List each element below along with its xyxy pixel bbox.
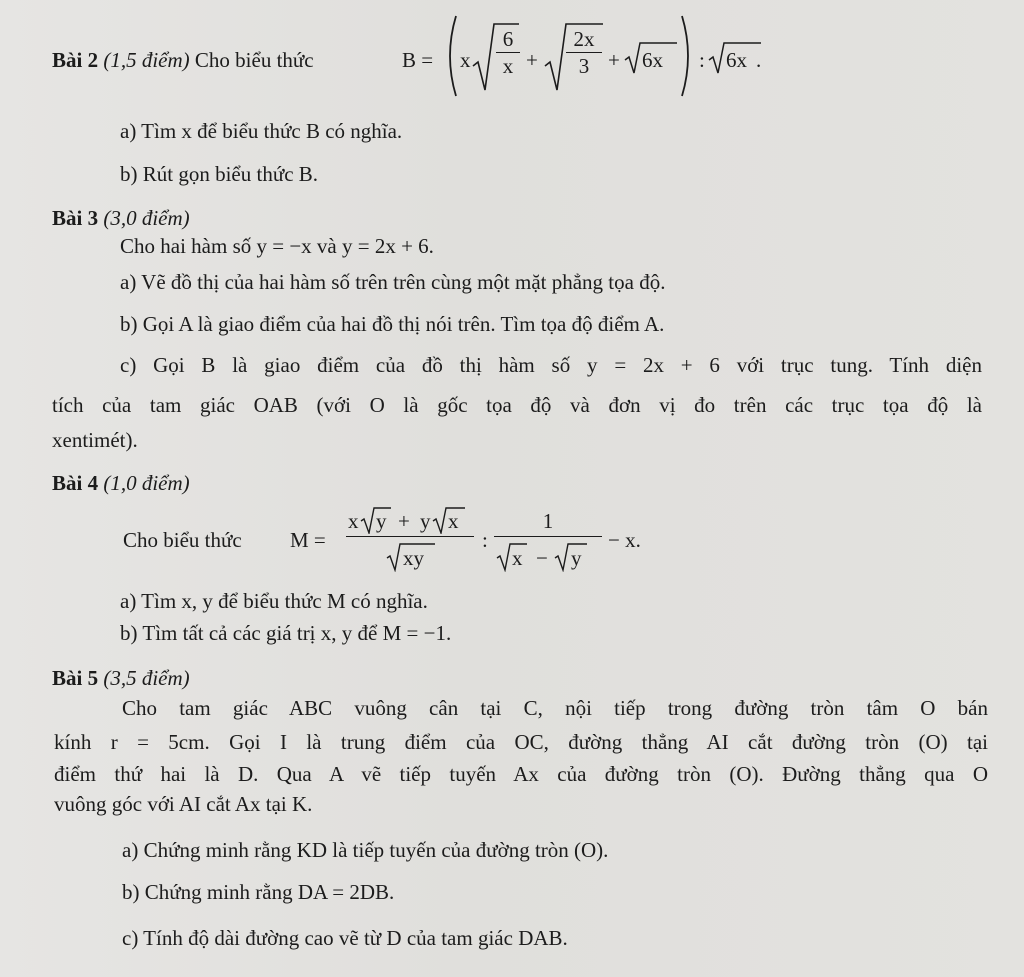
bai3-c-line1: c) Gọi B là giao điểm của đồ thị hàm số y = 2x + 6 với trục tung. Tính diện — [120, 353, 982, 377]
m-den2-minus: − — [536, 546, 548, 570]
bai5-p2: kính r = 5cm. Gọi I là trung điểm của OC, đường thẳng AI cắt đường tròn (O) tại — [54, 730, 988, 754]
bai5-points: (3,5 điểm) — [103, 666, 190, 690]
bai3-b: b) Gọi A là giao điểm của hai đồ thị nói trên. Tìm tọa độ điểm A. — [120, 312, 665, 336]
m-num-x: x — [348, 509, 359, 533]
bai3-c-line2: tích của tam giác OAB (với O là gốc tọa độ và đơn vị đo trên các trục tọa độ là — [52, 393, 982, 417]
bai5-heading: Bài 5 — [52, 666, 99, 690]
bai5-p1: Cho tam giác ABC vuông cân tại C, nội tiếp trong đường tròn tâm O bán — [122, 696, 988, 720]
bai2-b: b) Rút gọn biểu thức B. — [120, 162, 319, 186]
sqrt4-rad: 6x — [726, 48, 747, 72]
bai4-heading-line — [52, 470, 190, 496]
m-tail: − x. — [608, 528, 641, 552]
bai2-a: a) Tìm x để biểu thức B có nghĩa. — [120, 119, 403, 143]
bai2-heading: Bài 2 — [52, 48, 99, 72]
m-div: : — [482, 528, 488, 552]
left-paren-icon — [442, 14, 460, 98]
m-num-x-rad: x — [448, 509, 459, 533]
bai4-b: b) Tìm tất cả các giá trị x, y để M = −1. — [120, 621, 452, 645]
m-frac1-den — [346, 540, 474, 574]
m-num-y: y — [420, 509, 431, 533]
bai2-points: (1,5 điểm) — [103, 48, 190, 72]
frac2-den: 3 — [578, 54, 590, 78]
frac1-num: 6 — [496, 26, 520, 53]
bai2-intro: Cho biểu thức — [194, 48, 314, 72]
m-den-rad: xy — [403, 546, 424, 570]
bai3-intro: Cho hai hàm số y = −x và y = 2x + 6. — [120, 234, 434, 258]
formula-b-end: . — [756, 48, 762, 72]
bai3-a: a) Vẽ đồ thị của hai hàm số trên trên cùng một mặt phẳng tọa độ. — [120, 270, 666, 294]
bai3-c-line3: xentimét). — [52, 428, 138, 452]
bai3-heading: Bài 3 — [52, 206, 99, 230]
plus1: + — [526, 48, 538, 72]
formula-b-x: x — [460, 48, 471, 72]
m-den2-a: x — [512, 546, 523, 570]
m-den2-b: y — [571, 546, 582, 570]
m-frac1-num — [346, 504, 474, 537]
right-paren-icon — [678, 14, 696, 98]
frac2 — [566, 26, 602, 79]
m-num-y-rad: y — [376, 509, 387, 533]
formula-m-lhs: M = — [290, 528, 326, 552]
bai5-a: a) Chứng minh rằng KD là tiếp tuyến của đường tròn (O). — [122, 838, 609, 862]
m-frac2-num-text: 1 — [542, 509, 554, 533]
m-frac2-den — [494, 540, 602, 574]
m-frac2-num — [494, 504, 602, 537]
plus2: + — [608, 48, 620, 72]
formula-b-lhs: B = — [402, 48, 434, 72]
frac2-num: 2x — [566, 26, 602, 53]
bai5-c: c) Tính độ dài đường cao vẽ từ D của tam giác DAB. — [122, 926, 568, 950]
bai5-b: b) Chứng minh rằng DA = 2DB. — [122, 880, 395, 904]
bai3-points: (3,0 điểm) — [103, 206, 190, 230]
bai4-a: a) Tìm x, y để biểu thức M có nghĩa. — [120, 589, 428, 613]
frac1 — [496, 26, 520, 79]
bai2-heading-line — [52, 47, 314, 73]
frac1-den: x — [502, 54, 514, 78]
bai4-formula — [290, 500, 670, 580]
bai4-heading: Bài 4 — [52, 471, 99, 495]
bai4-intro: Cho biểu thức — [123, 528, 242, 552]
div-sign: : — [699, 48, 705, 72]
bai5-p4: vuông góc với AI cắt Ax tại K. — [54, 792, 313, 816]
bai5-heading-line — [52, 665, 190, 691]
m-num-plus: + — [398, 509, 410, 533]
bai4-points: (1,0 điểm) — [103, 471, 190, 495]
bai5-p3: điểm thứ hai là D. Qua A vẽ tiếp tuyến Ax của đường tròn (O). Đường thẳng qua O — [54, 762, 988, 786]
bai3-heading-line — [52, 205, 190, 231]
sqrt3-rad: 6x — [642, 48, 663, 72]
